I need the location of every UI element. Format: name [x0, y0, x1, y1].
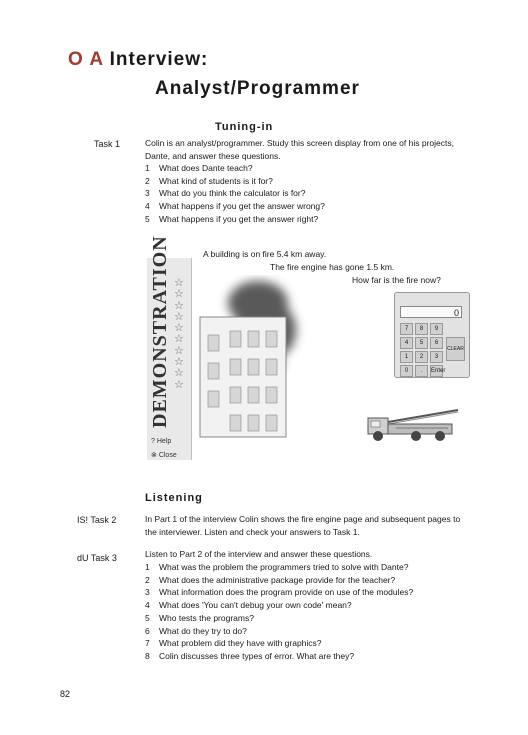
fire-engine-illustration	[366, 408, 466, 444]
star-icon: ☆	[174, 310, 184, 323]
title-line1: Interview:	[109, 49, 209, 70]
task3-question-list	[145, 561, 473, 663]
star-icon: ☆	[174, 356, 184, 369]
list-item: 2 What does the administrative package provide for the teacher?	[145, 574, 396, 585]
list-item: 2 What kind of students is it for?	[145, 175, 273, 186]
calc-key: Enter	[430, 365, 443, 377]
list-item: 3 What information does the program provide on use of the modules?	[145, 587, 414, 598]
problem-line2: The fire engine has gone 1.5 km.	[270, 262, 395, 272]
list-item: 4 What happens if you get the answer wrong?	[145, 201, 325, 212]
task1-intro: Colin is an analyst/programmer. Study this screen display from one of his projects, Dante, and answer these questions.	[145, 138, 454, 161]
calc-key: 6	[430, 337, 443, 349]
star-icon: ☆	[174, 277, 184, 289]
section-heading-tuning-in: Tuning-in	[215, 121, 274, 133]
calc-key: 8	[415, 323, 428, 335]
page-title	[68, 49, 208, 71]
calc-key: 2	[415, 351, 428, 363]
star-icon: ☆	[174, 322, 184, 335]
calc-key: 9	[430, 323, 443, 335]
star-rating	[174, 278, 184, 391]
calc-clear-key: CLEAR	[446, 337, 465, 361]
burning-building-illustration	[198, 275, 308, 445]
star-icon: ☆	[174, 378, 184, 391]
star-icon: ☆	[174, 344, 184, 357]
star-icon: ☆	[174, 288, 184, 301]
star-icon: ☆	[174, 367, 184, 380]
calc-key: 3	[430, 351, 443, 363]
list-item: 5 Who tests the programs?	[145, 612, 254, 623]
list-item: 1 What does Dante teach?	[145, 163, 253, 173]
task3-label: dU Task 3	[77, 553, 117, 563]
calc-key: 1	[400, 351, 413, 363]
task2-text: In Part 1 of the interview Colin shows the fire engine page and subsequent pages to the interviewer. Listen and check your answers to Task 1.	[145, 514, 461, 537]
task1-question-list	[145, 162, 473, 226]
list-item: 1 What was the problem the programmers tried to solve with Dante?	[145, 562, 409, 572]
list-item: 3 What do you think the calculator is for?	[145, 188, 306, 199]
problem-line3: How far is the fire now?	[352, 275, 441, 285]
section-heading-listening: Listening	[145, 492, 203, 504]
list-item: 5 What happens if you get the answer right?	[145, 213, 319, 224]
star-icon: ☆	[174, 299, 184, 312]
calc-key: 5	[415, 337, 428, 349]
help-button: ? Help	[151, 438, 172, 445]
task1-label: Task 1	[94, 139, 121, 149]
calculator-display: 0	[400, 306, 462, 318]
unit-prefix: O A	[68, 49, 104, 70]
calc-key: 4	[400, 337, 413, 349]
problem-line1: A building is on fire 5.4 km away.	[203, 249, 327, 259]
close-button: ⊗ Close	[151, 452, 177, 459]
calc-key: 0	[400, 365, 413, 377]
list-item: 8 Colin discusses three types of error. What are they?	[145, 650, 355, 661]
list-item: 7 What problem did they have with graphics?	[145, 638, 322, 649]
page-number: 82	[60, 689, 71, 699]
list-item: 6 What do they try to do?	[145, 625, 247, 636]
list-item: 4 What does 'You can't debug your own code' mean?	[145, 600, 352, 611]
title-line2: Analyst/Programmer	[155, 78, 360, 99]
calculator	[394, 292, 470, 378]
calculator-keypad	[400, 323, 444, 377]
task2-label: IS! Task 2	[77, 515, 117, 525]
calc-key: .	[415, 365, 428, 377]
demonstration-label: DEMONSTRATION	[149, 235, 171, 428]
star-icon: ☆	[174, 333, 184, 346]
dante-side-panel	[147, 235, 192, 460]
task3-intro: Listen to Part 2 of the interview and answer these questions.	[145, 549, 373, 559]
calc-key: 7	[400, 323, 413, 335]
